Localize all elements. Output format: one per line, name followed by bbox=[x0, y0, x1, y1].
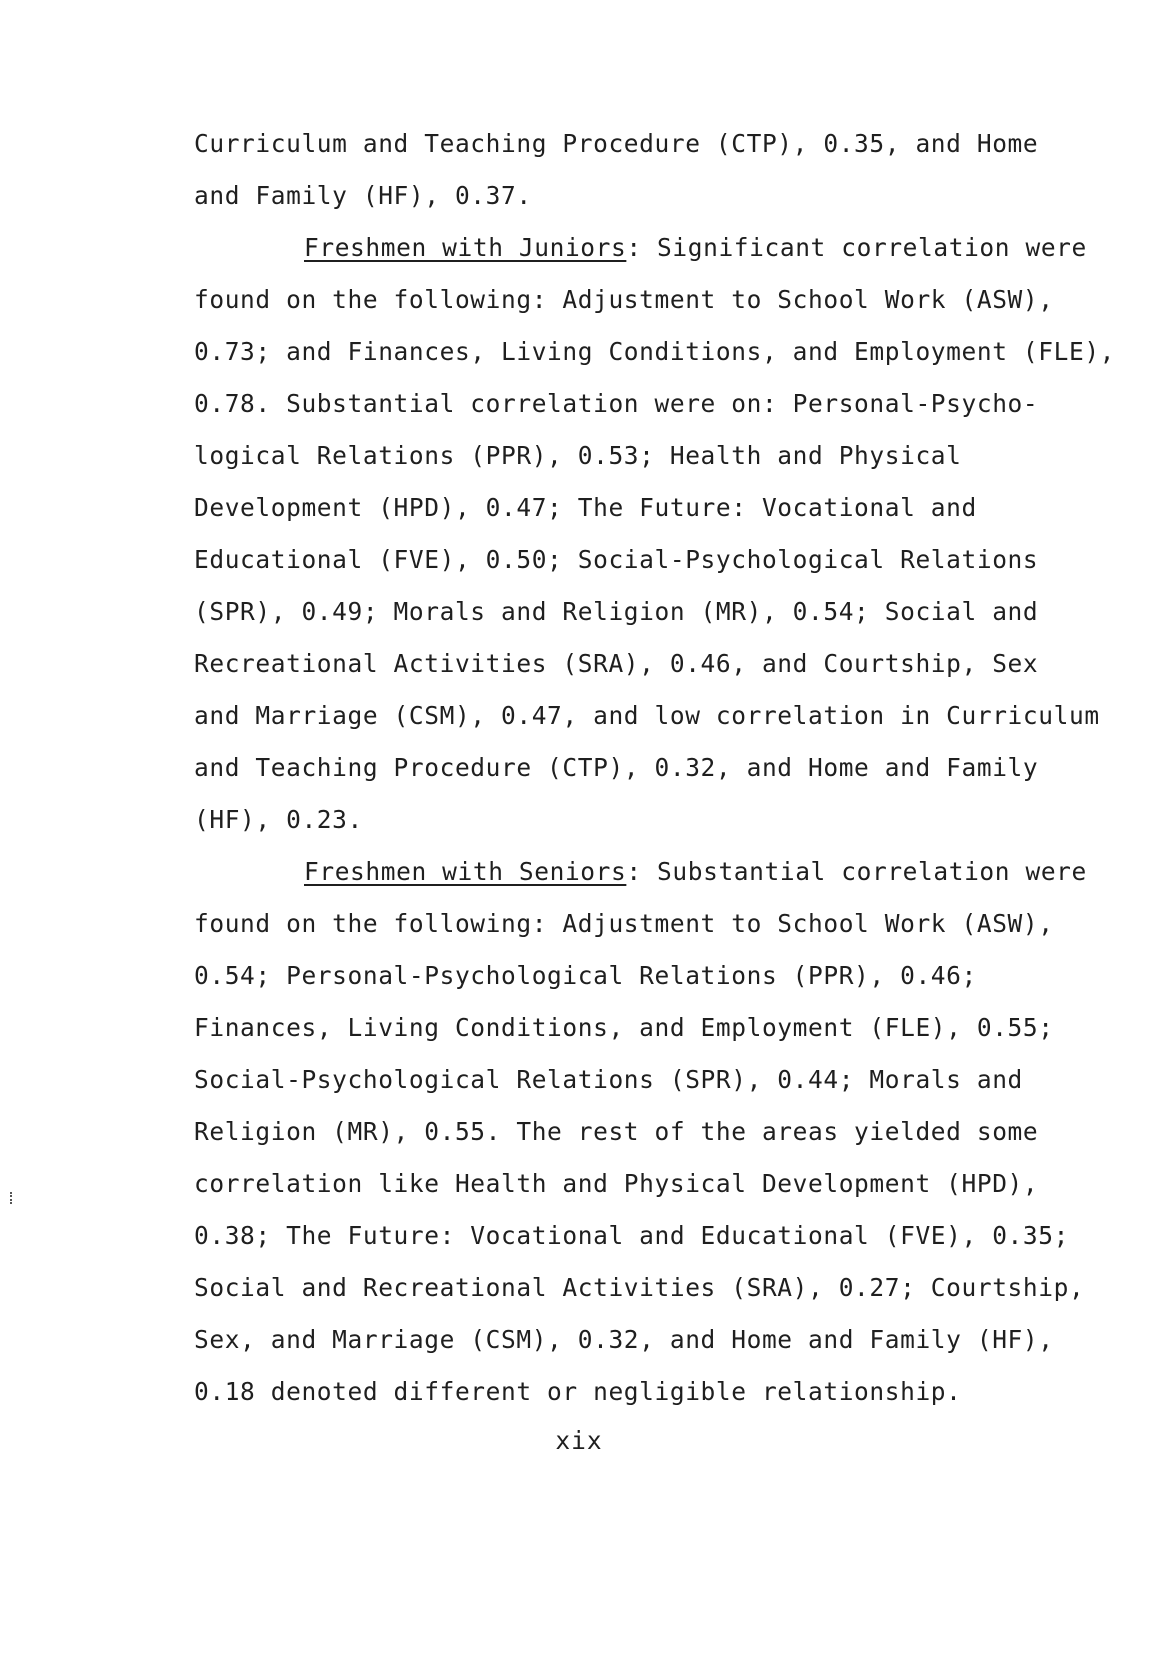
section-heading-freshmen-with-juniors: Freshmen with Juniors bbox=[304, 233, 627, 262]
paragraph-2-first-line-text: : Significant correlation were bbox=[626, 233, 1087, 262]
paragraph-2-line: and Teaching Procedure (CTP), 0.32, and Home and Family bbox=[194, 753, 1039, 782]
paragraph-3-line: correlation like Health and Physical Development (HPD), bbox=[194, 1169, 1039, 1198]
paragraph-2-line: 0.78. Substantial correlation were on: Personal-Psycho- bbox=[194, 389, 1039, 418]
paragraph-3-first-line-text: : Substantial correlation were bbox=[626, 857, 1087, 886]
margin-mark bbox=[10, 1192, 15, 1204]
paragraph-3-first-line bbox=[194, 846, 1124, 898]
paragraph-2-line: logical Relations (PPR), 0.53; Health and Physical bbox=[194, 441, 962, 470]
paragraph-3-line: Social-Psychological Relations (SPR), 0.44; Morals and bbox=[194, 1065, 1023, 1094]
page-number: xix bbox=[555, 1426, 603, 1455]
paragraph-3-line: Religion (MR), 0.55. The rest of the areas yielded some bbox=[194, 1117, 1039, 1146]
paragraph-3-line: 0.18 denoted different or negligible relationship. bbox=[194, 1377, 962, 1406]
paragraph-3-line: found on the following: Adjustment to School Work (ASW), bbox=[194, 909, 1054, 938]
paragraph-3-line: Finances, Living Conditions, and Employment (FLE), 0.55; bbox=[194, 1013, 1054, 1042]
paragraph-2-line: Recreational Activities (SRA), 0.46, and Courtship, Sex bbox=[194, 649, 1039, 678]
paragraph-2-line: found on the following: Adjustment to School Work (ASW), bbox=[194, 285, 1054, 314]
paragraph-2-line: Development (HPD), 0.47; The Future: Vocational and bbox=[194, 493, 977, 522]
paragraph-3-line: Social and Recreational Activities (SRA), 0.27; Courtship, bbox=[194, 1273, 1085, 1302]
paragraph-1-line-1: Curriculum and Teaching Procedure (CTP), 0.35, and Home bbox=[194, 129, 1039, 158]
paragraph-2-line: 0.73; and Finances, Living Conditions, and Employment (FLE), bbox=[194, 337, 1116, 366]
paragraph-2-line: (SPR), 0.49; Morals and Religion (MR), 0.54; Social and bbox=[194, 597, 1039, 626]
paragraph-2-first-line bbox=[194, 222, 1124, 274]
body-text bbox=[194, 118, 1124, 1418]
paragraph-2-line: Educational (FVE), 0.50; Social-Psychological Relations bbox=[194, 545, 1039, 574]
section-heading-freshmen-with-seniors: Freshmen with Seniors bbox=[304, 857, 627, 886]
paragraph-2-line: and Marriage (CSM), 0.47, and low correlation in Curriculum bbox=[194, 701, 1100, 730]
paragraph-3-line: 0.38; The Future: Vocational and Educational (FVE), 0.35; bbox=[194, 1221, 1069, 1250]
paragraph-2-line: (HF), 0.23. bbox=[194, 805, 363, 834]
paragraph-1-line-2: and Family (HF), 0.37. bbox=[194, 181, 532, 210]
paragraph-3-line: 0.54; Personal-Psychological Relations (PPR), 0.46; bbox=[194, 961, 977, 990]
paragraph-3-line: Sex, and Marriage (CSM), 0.32, and Home and Family (HF), bbox=[194, 1325, 1054, 1354]
